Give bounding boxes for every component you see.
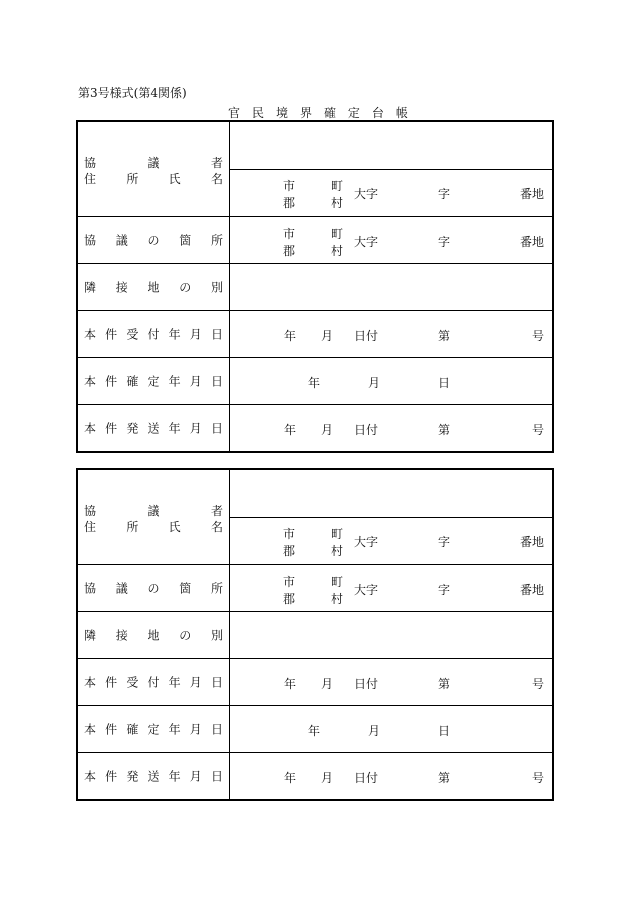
- year-char: 年: [308, 724, 321, 738]
- number-suffix: 号: [531, 423, 544, 437]
- adjacent-row: [78, 611, 552, 658]
- date-suffix: 日付: [354, 329, 379, 343]
- district-char: 郡: [283, 544, 296, 558]
- received-label: 本 件 受 付 年 月 日: [78, 311, 230, 357]
- party-row: [78, 470, 552, 564]
- party-label: [78, 470, 230, 564]
- month-char: 月: [321, 329, 334, 343]
- received-row: [78, 658, 552, 705]
- district-char: 郡: [283, 196, 296, 210]
- confirmed-value: [230, 706, 552, 752]
- month-char: 月: [321, 423, 334, 437]
- title-char: 界: [299, 106, 312, 120]
- title-char: 確: [323, 106, 336, 120]
- town-char: 町: [331, 575, 344, 589]
- number-suffix: 号: [531, 329, 544, 343]
- kyogisha-label: 協 議 者: [84, 156, 223, 170]
- confirmed-row: [78, 705, 552, 752]
- number-prefix: 第: [438, 677, 451, 691]
- town-char: 町: [331, 179, 344, 193]
- received-value: [230, 311, 552, 357]
- city-char: 市: [283, 179, 296, 193]
- party-row: [78, 122, 552, 216]
- kyogisha-label: 協 議 者: [84, 504, 223, 518]
- confirmed-value: [230, 358, 552, 404]
- jusho-shimei-label: 住 所 氏 名: [84, 172, 223, 186]
- location-row: [78, 216, 552, 263]
- aza-label: 字: [438, 235, 451, 249]
- aza-label: 字: [438, 535, 451, 549]
- received-label: 本 件 受 付 年 月 日: [78, 659, 230, 705]
- received-row: [78, 310, 552, 357]
- number-prefix: 第: [438, 329, 451, 343]
- sent-label: 本 件 発 送 年 月 日: [78, 753, 230, 799]
- confirmed-row: [78, 357, 552, 404]
- village-char: 村: [331, 196, 344, 210]
- party-divider: [230, 517, 552, 518]
- party-value: [230, 122, 552, 216]
- district-char: 郡: [283, 244, 296, 258]
- adjacent-label: 隣 接 地 の 別: [78, 612, 230, 658]
- location-label: 協 議 の 箇 所: [78, 217, 230, 263]
- title-char: 定: [347, 106, 360, 120]
- month-char: 月: [321, 677, 334, 691]
- sent-value: [230, 753, 552, 799]
- village-char: 村: [331, 544, 344, 558]
- date-suffix: 日付: [354, 771, 379, 785]
- title-char: 帳: [395, 106, 408, 120]
- location-value: [230, 565, 552, 611]
- oaza-label: 大字: [354, 235, 379, 249]
- day-char: 日: [438, 376, 451, 390]
- aza-label: 字: [438, 187, 451, 201]
- party-label: [78, 122, 230, 216]
- village-char: 村: [331, 244, 344, 258]
- year-char: 年: [284, 771, 297, 785]
- adjacent-row: [78, 263, 552, 310]
- title-char: 官: [228, 106, 241, 120]
- year-char: 年: [284, 423, 297, 437]
- adjacent-value: [230, 264, 552, 310]
- oaza-label: 大字: [354, 187, 379, 201]
- city-char: 市: [283, 575, 296, 589]
- month-char: 月: [368, 724, 381, 738]
- oaza-label: 大字: [354, 535, 379, 549]
- banchi-label: 番地: [519, 535, 544, 549]
- month-char: 月: [368, 376, 381, 390]
- adjacent-label: 隣 接 地 の 別: [78, 264, 230, 310]
- ledger-title: [228, 104, 408, 121]
- location-label: 協 議 の 箇 所: [78, 565, 230, 611]
- title-char: 台: [371, 106, 384, 120]
- date-suffix: 日付: [354, 423, 379, 437]
- sent-value: [230, 405, 552, 451]
- confirmed-label: 本 件 確 定 年 月 日: [78, 706, 230, 752]
- number-prefix: 第: [438, 771, 451, 785]
- day-char: 日: [438, 724, 451, 738]
- oaza-label: 大字: [354, 583, 379, 597]
- ledger-block-2: [76, 468, 554, 801]
- sent-row: [78, 752, 552, 799]
- location-value: [230, 217, 552, 263]
- year-char: 年: [284, 677, 297, 691]
- city-char: 市: [283, 227, 296, 241]
- town-char: 町: [331, 227, 344, 241]
- party-divider: [230, 169, 552, 170]
- banchi-label: 番地: [519, 235, 544, 249]
- month-char: 月: [321, 771, 334, 785]
- sent-row: [78, 404, 552, 451]
- banchi-label: 番地: [519, 583, 544, 597]
- number-suffix: 号: [531, 677, 544, 691]
- sent-label: 本 件 発 送 年 月 日: [78, 405, 230, 451]
- jusho-shimei-label: 住 所 氏 名: [84, 520, 223, 534]
- town-char: 町: [331, 527, 344, 541]
- party-value: [230, 470, 552, 564]
- number-suffix: 号: [531, 771, 544, 785]
- date-suffix: 日付: [354, 677, 379, 691]
- village-char: 村: [331, 592, 344, 606]
- form-number: 第3号様式(第4関係): [78, 86, 187, 100]
- district-char: 郡: [283, 592, 296, 606]
- title-char: 民: [251, 106, 264, 120]
- aza-label: 字: [438, 583, 451, 597]
- confirmed-label: 本 件 確 定 年 月 日: [78, 358, 230, 404]
- year-char: 年: [284, 329, 297, 343]
- ledger-block-1: [76, 120, 554, 453]
- adjacent-value: [230, 612, 552, 658]
- banchi-label: 番地: [519, 187, 544, 201]
- city-char: 市: [283, 527, 296, 541]
- location-row: [78, 564, 552, 611]
- received-value: [230, 659, 552, 705]
- title-char: 境: [275, 106, 288, 120]
- number-prefix: 第: [438, 423, 451, 437]
- year-char: 年: [308, 376, 321, 390]
